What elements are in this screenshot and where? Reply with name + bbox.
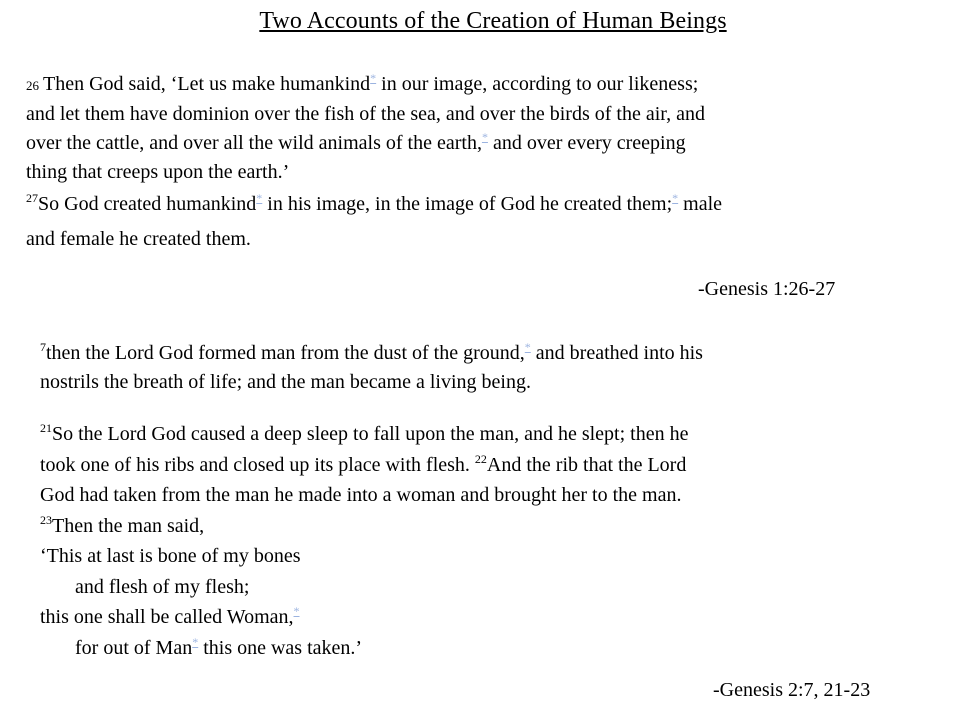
verse-26-line: and let them have dominion over the fish of the sea, and over the birds of the air, and xyxy=(26,103,705,125)
footnote-link[interactable]: * xyxy=(481,130,488,144)
page-title: Two Accounts of the Creation of Human Beings xyxy=(259,8,727,34)
verse-22-line: God had taken from the man he made into a woman and brought her to the man. xyxy=(40,484,682,506)
poem-line: for out of Man* this one was taken.’ xyxy=(75,634,363,659)
verse-number: 21 xyxy=(40,421,52,435)
footnote-link[interactable]: * xyxy=(256,191,263,205)
verse-number: 7 xyxy=(40,340,46,354)
poem-line: and flesh of my flesh; xyxy=(75,575,250,598)
verse-21-line: took one of his ribs and closed up its place with flesh. $^{22}$And the rib that the Lord xyxy=(40,451,687,476)
verse-27-line: $^{27}$So God created humankind* in his image, in the image of God he created them;* male xyxy=(26,191,723,215)
verse-7-line: nostrils the breath of life; and the man became a living being. xyxy=(40,371,531,393)
verse-number: 22 xyxy=(474,451,487,466)
verse-21-line: $^{21}$So the Lord God caused a deep sleep to fall upon the man, and he slept; then he xyxy=(40,421,689,445)
footnote-link[interactable]: * xyxy=(192,634,199,649)
verse-27-line: and female he created them. xyxy=(26,228,251,250)
genesis-2-7-passage xyxy=(40,339,703,397)
footnote-link[interactable]: * xyxy=(293,604,300,618)
verse-26-line: 26 Then God said, ‘Let us make humankind* in our image, according to our likeness; xyxy=(26,71,699,95)
verse-26-line: over the cattle, and over all the wild animals of the earth,* and over every creeping xyxy=(26,130,686,154)
verse-26-line: thing that creeps upon the earth.’ xyxy=(26,161,290,183)
verse-23-line: $^{23}$Then the man said, xyxy=(40,512,205,537)
poem-line: this one shall be called Woman,* xyxy=(40,604,300,628)
verse-number: 26 xyxy=(26,78,39,93)
footnote-link[interactable]: * xyxy=(370,71,377,85)
genesis-2-21-passage xyxy=(40,419,688,663)
footnote-link[interactable]: * xyxy=(524,340,531,354)
verse-number: 27 xyxy=(26,191,38,205)
footnote-link[interactable]: * xyxy=(672,191,679,205)
verse-7-line: $^7$then the Lord God formed man from the dust of the ground,* and breathed into his xyxy=(40,340,703,364)
poem-line: ‘This at last is bone of my bones xyxy=(40,545,301,567)
genesis-2-reference: -Genesis 2:7, 21-23 xyxy=(713,679,871,701)
verse-number: 23 xyxy=(40,512,52,527)
genesis-1-reference: -Genesis 1:26-27 xyxy=(698,278,836,300)
genesis-1-passage xyxy=(26,70,722,254)
